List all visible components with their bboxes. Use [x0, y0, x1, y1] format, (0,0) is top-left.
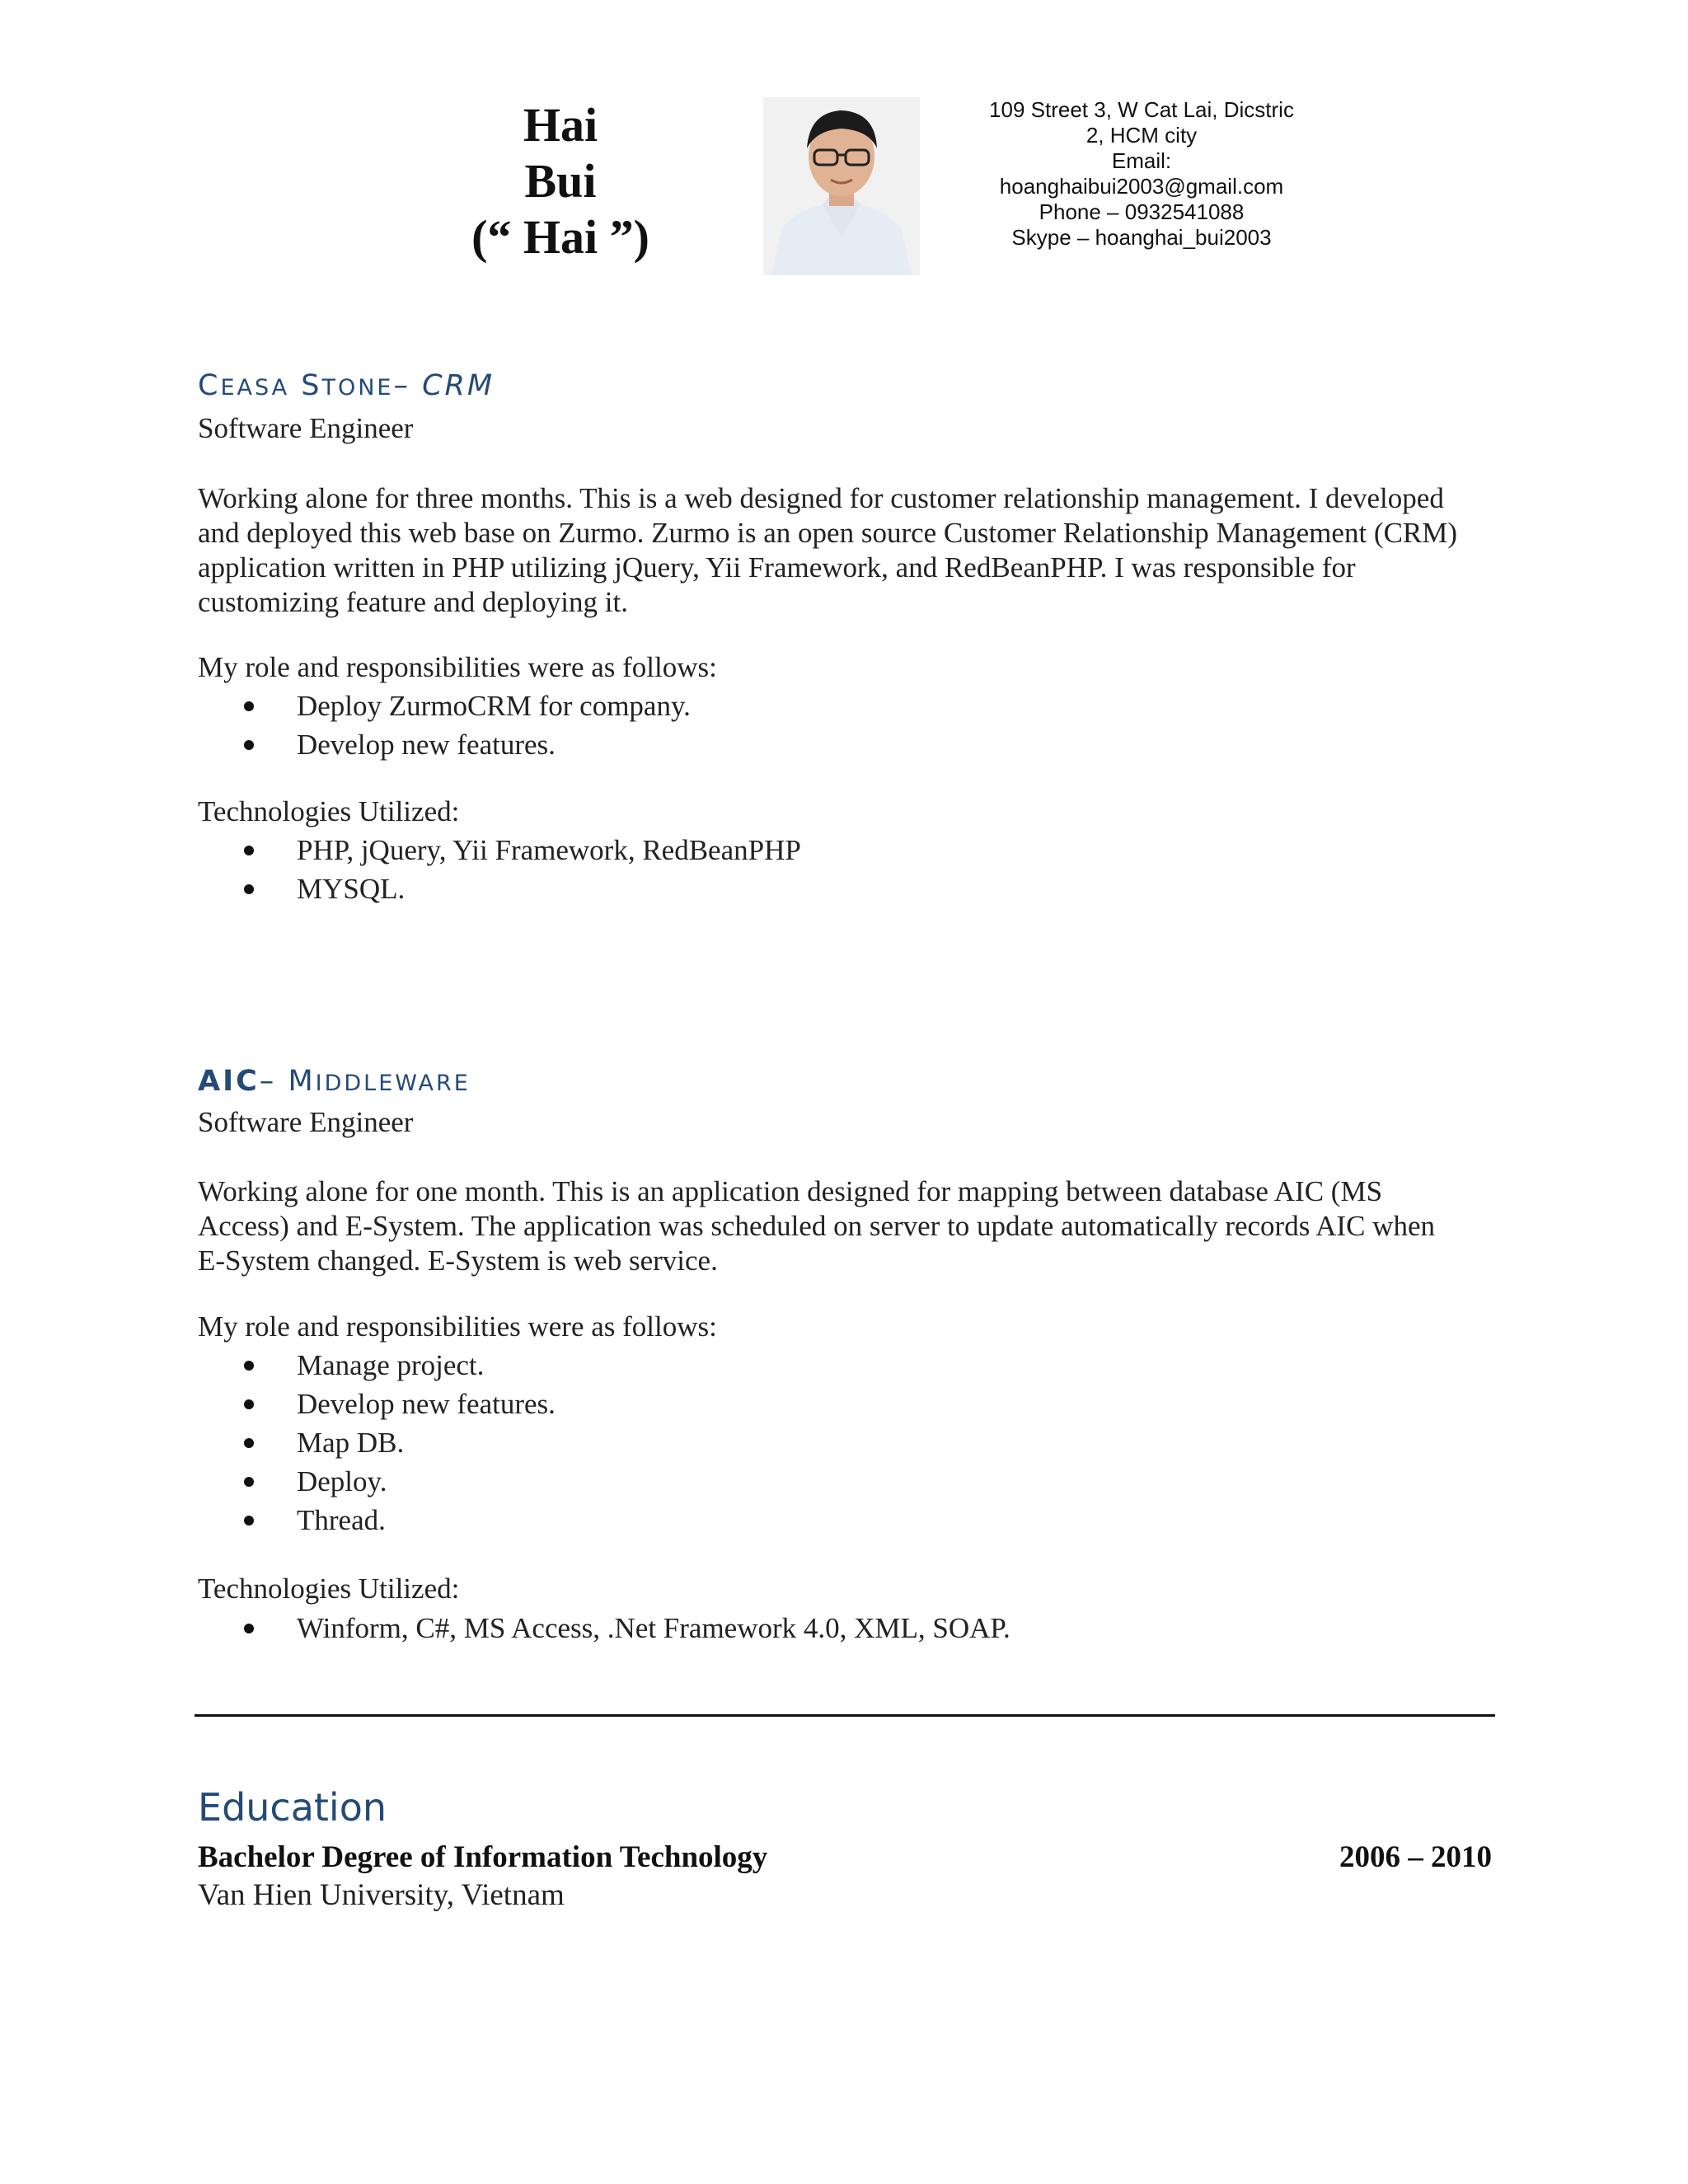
- job-2-responsibilities-label: My role and responsibilities were as follows:: [198, 1310, 717, 1343]
- job-2-description-line: Working alone for one month. This is an application designed for mapping between database AIC (MS: [198, 1175, 1383, 1207]
- candidate-name: [412, 97, 709, 265]
- job-2-project-rest: IDDLEWARE: [315, 1071, 471, 1096]
- job-1-description-line: application written in PHP utilizing jQuery, Yii Framework, and RedBeanPHP. I was responsible for: [198, 551, 1356, 583]
- education-school: Van Hien University, Vietnam: [198, 1878, 565, 1912]
- list-item: [198, 1385, 556, 1423]
- job-1-tech-list: [198, 831, 801, 908]
- list-item-text: Deploy ZurmoCRM for company.: [297, 690, 691, 722]
- job-2-title: [198, 1065, 471, 1098]
- list-item-text: Winform, C#, MS Access, .Net Framework 4.0, XML, SOAP.: [297, 1612, 1010, 1644]
- job-1-project: CRM: [422, 369, 495, 402]
- list-item-text: Map DB.: [297, 1427, 405, 1459]
- email-address: hoanghaibui2003@gmail.com: [999, 174, 1284, 199]
- name-first: Hai: [523, 98, 598, 152]
- job-1-responsibilities-label: My role and responsibilities were as follows:: [198, 651, 717, 683]
- job-2-description-line: Access) and E-System. The application was scheduled on server to update automatically records AIC when: [198, 1210, 1435, 1242]
- profile-photo-image: [763, 97, 920, 275]
- job-1-company-initial: C: [198, 369, 221, 402]
- bullet-icon: [244, 701, 254, 711]
- list-item: [198, 1501, 556, 1540]
- list-item-text: PHP, jQuery, Yii Framework, RedBeanPHP: [297, 834, 801, 866]
- job-2-tech-list: [198, 1609, 1010, 1647]
- name-nickname: (“ Hai ”): [471, 210, 649, 264]
- job-2-company: AIC: [198, 1065, 260, 1098]
- list-item: [198, 687, 691, 725]
- profile-photo: [763, 97, 920, 275]
- education-heading: Education: [198, 1785, 387, 1830]
- bullet-icon: [244, 1399, 254, 1409]
- job-2-tech-label: Technologies Utilized:: [198, 1572, 460, 1605]
- job-1-company-rest: EASA: [220, 375, 290, 401]
- bullet-icon: [244, 1624, 254, 1633]
- job-1-description-line: Working alone for three months. This is a web designed for customer relationship management. I developed: [198, 482, 1444, 514]
- education-degree: Bachelor Degree of Information Technology: [198, 1840, 768, 1874]
- skype: Skype – hoanghai_bui2003: [1011, 225, 1272, 250]
- list-item: [198, 869, 801, 908]
- address-line-2: 2, HCM city: [1085, 123, 1198, 148]
- list-item-text: Deploy.: [297, 1465, 387, 1497]
- list-item-text: Manage project.: [297, 1349, 485, 1381]
- job-2-description: [198, 1174, 1517, 1278]
- job-1-dash: –: [393, 369, 410, 402]
- job-1-tech-label: Technologies Utilized:: [198, 795, 460, 827]
- list-item-text: Thread.: [297, 1504, 386, 1536]
- bullet-icon: [244, 1438, 254, 1448]
- list-item: [198, 1462, 556, 1501]
- job-2-description-line: E-System changed. E-System is web service.: [198, 1244, 718, 1277]
- job-1-description-line: and deployed this web base on Zurmo. Zurmo is an open source Customer Relationship Management (CRM): [198, 517, 1458, 549]
- bullet-icon: [244, 740, 254, 750]
- job-1-description: [198, 481, 1517, 620]
- section-divider: [195, 1714, 1495, 1717]
- job-1-responsibilities-list: [198, 687, 691, 764]
- job-2-role: Software Engineer: [198, 1106, 414, 1138]
- job-2-responsibilities-list: [198, 1346, 556, 1540]
- job-1-description-line: customizing feature and deploying it.: [198, 586, 628, 618]
- bullet-icon: [244, 1516, 254, 1526]
- bullet-icon: [244, 884, 254, 894]
- contact-info: [948, 97, 1335, 251]
- list-item: [198, 1609, 1010, 1647]
- bullet-icon: [244, 846, 254, 855]
- job-1-title: [198, 369, 495, 402]
- list-item: [198, 1346, 556, 1385]
- job-1-company-rest-2: TONE: [321, 375, 394, 401]
- list-item-text: MYSQL.: [297, 873, 406, 905]
- phone: Phone – 0932541088: [1039, 199, 1245, 224]
- job-2-project-initial: M: [288, 1065, 316, 1098]
- job-1-role: Software Engineer: [198, 412, 414, 444]
- list-item: [198, 831, 801, 869]
- list-item-text: Develop new features.: [297, 729, 556, 761]
- name-last: Bui: [524, 154, 597, 208]
- list-item: [198, 725, 691, 764]
- bullet-icon: [244, 1361, 254, 1371]
- job-2-dash: –: [259, 1065, 277, 1098]
- email-label: Email:: [1111, 148, 1172, 173]
- address-line-1: 109 Street 3, W Cat Lai, Dicstric: [989, 97, 1294, 122]
- bullet-icon: [244, 1477, 254, 1487]
- education-years: 2006 – 2010: [1339, 1840, 1492, 1874]
- list-item-text: Develop new features.: [297, 1388, 556, 1420]
- job-1-company-initial-2: S: [301, 369, 322, 402]
- list-item: [198, 1423, 556, 1462]
